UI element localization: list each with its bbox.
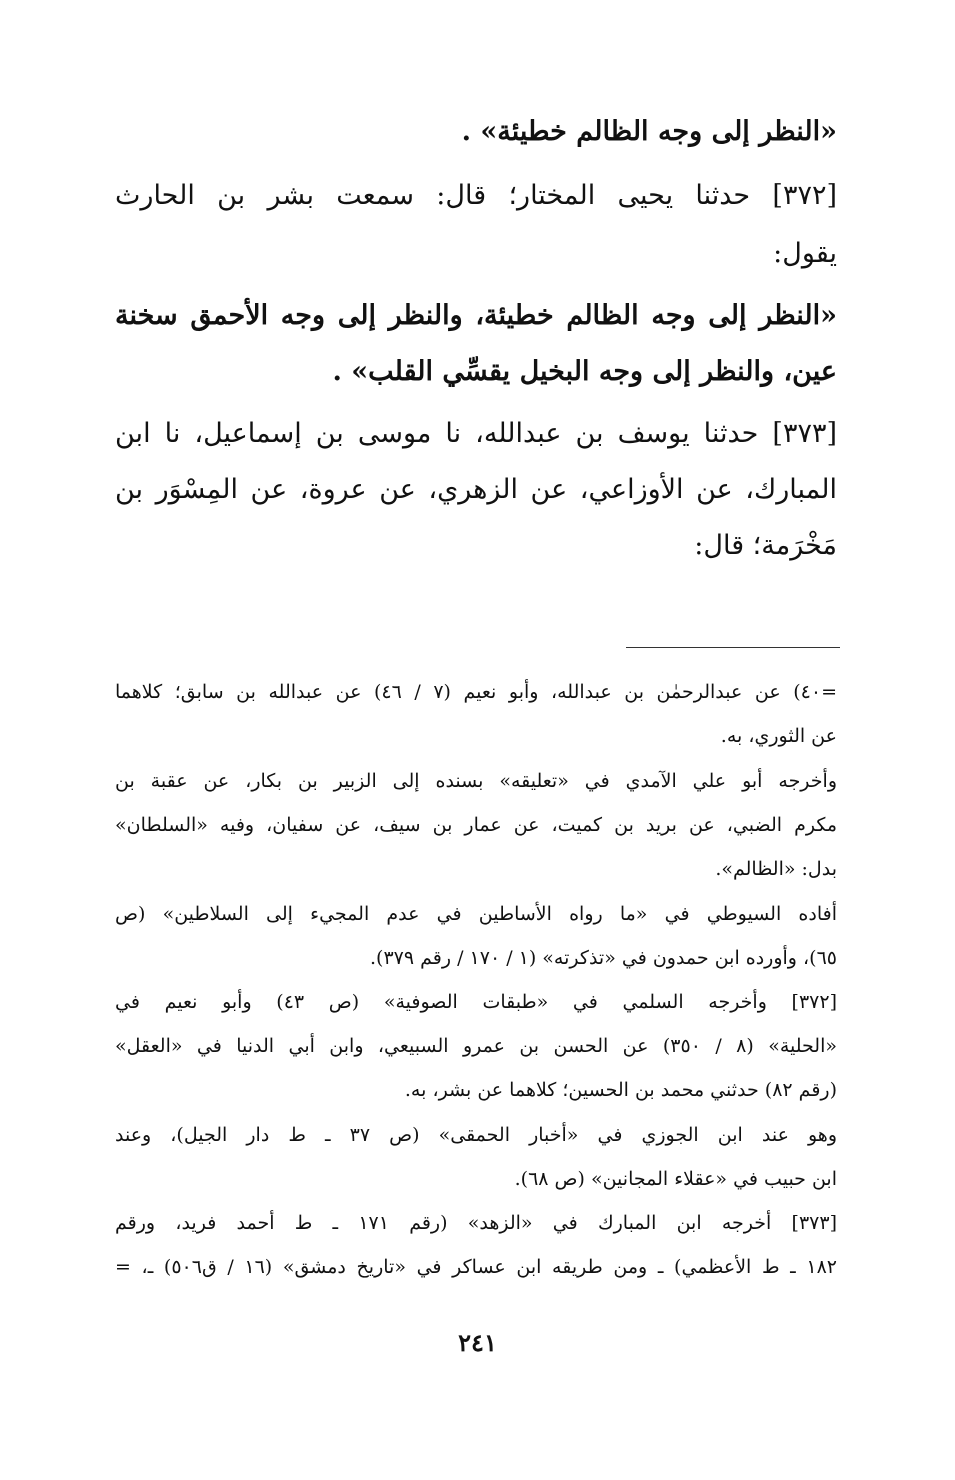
footnote-5-line-2: ابن حبيب في «عقلاء المجانين» (ص ٦٨). (514, 1168, 837, 1190)
narration-373-line-3: مَخْرَمة؛ قال: (694, 530, 837, 561)
page-number: ٢٤١ (458, 1328, 497, 1357)
footnote-6-line-2: ١٨٢ ـ ط الأعظمي) ـ ومن طريقه ابن عساكر في «تاريخ دمشق» (١٦ / ق٥٠٦) ـ، = (115, 1256, 837, 1278)
quote-372-line-1: «النظر إلى وجه الظالم خطيئة، والنظر إلى وجه الأحمق سخنة (115, 300, 837, 331)
footnote-4-line-1: [٣٧٢] وأخرجه السلمي في «طبقات الصوفية» (ص ٤٣) وأبو نعيم في (115, 991, 837, 1013)
narration-373-line-2: المبارك، عن الأوزاعي، عن الزهري، عن عروة، عن المِسْوَر بن (115, 474, 837, 505)
footnote-3-line-2: ٦٥)، وأورده ابن حمدون في «تذكرته» (١ / ١٧٠ / رقم ٣٧٩). (370, 947, 837, 969)
footnote-separator (626, 647, 840, 648)
footnote-1-line-2: عن الثوري، به. (720, 725, 837, 747)
footnote-2-line-3: بدل: «الظالم». (715, 858, 837, 880)
footnote-2-line-1: وأخرجه أبو علي الآمدي في «تعليقه» بسنده إلى الزبير بن بكار، عن عقبة بن (115, 770, 837, 792)
narration-373-line-1: [٣٧٣] حدثنا يوسف بن عبدالله، نا موسى بن إسماعيل، نا ابن (115, 418, 837, 449)
footnote-3-line-1: أفاده السيوطي في «ما رواه الأساطين في عدم المجيء إلى السلاطين» (ص (115, 903, 837, 925)
narration-372-line-2: يقول: (773, 238, 837, 269)
footnote-2-line-2: مكرم الضبي، عن بريد بن كميت، عن عمار بن سيف، عن سفيان، وفيه «السلطان» (115, 814, 837, 836)
footnote-1-line-1: =٤٠) عن عبدالرحمٰن بن عبدالله، وأبو نعيم (٧ / ٤٦) عن عبدالله بن سابق؛ كلاهما (115, 681, 837, 703)
quote-371-end: «النظر إلى وجه الظالم خطيئة» . (461, 116, 837, 147)
footnote-5-line-1: وهو عند ابن الجوزي في «أخبار الحمقى» (ص ٣٧ ـ ط دار الجيل)، وعند (115, 1124, 837, 1146)
quote-372-line-2: عين، والنظر إلى وجه البخيل يقسِّي القلب» . (332, 356, 837, 387)
footnote-4-line-3: (رقم ٨٢) حدثني محمد بن الحسين؛ كلاهما عن بشر، به. (404, 1079, 837, 1101)
narration-372-line-1: [٣٧٢] حدثنا يحيى المختار؛ قال: سمعت بشر بن الحارث (115, 180, 837, 211)
footnote-6-line-1: [٣٧٣] أخرجه ابن المبارك في «الزهد» (رقم ١٧١ ـ ط أحمد فريد، ورقم (115, 1212, 837, 1234)
footnote-4-line-2: «الحلية» (٨ / ٣٥٠) عن الحسن بن عمرو السبيعي، وابن أبي الدنيا في «العقل» (115, 1035, 837, 1057)
